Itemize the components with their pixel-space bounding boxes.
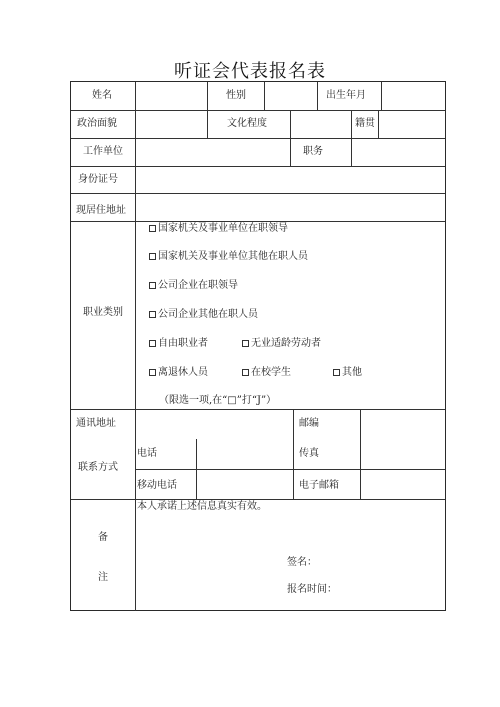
occupation-label: 职业类别 <box>83 307 123 318</box>
col-divider <box>293 409 294 499</box>
email-label: 电子邮箱 <box>299 480 339 491</box>
declaration-text: 本人承诺上述信息真实有效。 <box>137 501 267 512</box>
phone-label: 电话 <box>137 448 157 459</box>
mailing-address-label: 通讯地址 <box>76 418 116 429</box>
occupation-option[interactable]: 自由职业者 <box>149 338 208 350</box>
col-divider <box>207 82 208 110</box>
col-divider <box>135 499 136 611</box>
col-divider <box>360 409 361 499</box>
checkbox-icon[interactable] <box>242 340 249 347</box>
political-label: 政治面貌 <box>77 118 117 129</box>
mobile-label: 移动电话 <box>137 480 177 491</box>
occupation-option[interactable]: 国家机关及事业单位在职领导 <box>149 223 288 235</box>
checkbox-icon[interactable] <box>149 369 156 376</box>
form-title: 听证会代表报名表 <box>174 61 326 82</box>
col-divider <box>135 409 136 499</box>
occupation-note: （限选一项,在“□”打“J”） <box>159 395 277 406</box>
occupation-option[interactable]: 公司企业在职领导 <box>149 280 238 292</box>
postcode-label: 邮编 <box>299 418 319 429</box>
col-divider <box>351 110 352 138</box>
date-label: 报名时间： <box>287 584 337 595</box>
checkbox-icon[interactable] <box>149 340 156 347</box>
row-divider <box>71 499 445 500</box>
occupation-option[interactable]: 在校学生 <box>242 367 291 379</box>
col-divider <box>196 439 197 499</box>
row-divider <box>71 409 445 410</box>
row-divider <box>71 221 445 222</box>
row-divider <box>71 110 445 111</box>
contact-label: 联系方式 <box>78 462 118 473</box>
col-divider <box>135 166 136 221</box>
gender-label: 性别 <box>226 90 246 101</box>
registration-form-table <box>70 81 446 611</box>
occupation-option[interactable]: 无业适龄劳动者 <box>242 338 321 350</box>
remark-label-bottom: 注 <box>98 572 108 583</box>
col-divider <box>207 110 208 138</box>
address-label: 现居住地址 <box>76 205 126 216</box>
col-divider <box>378 110 379 138</box>
occupation-option[interactable]: 公司企业其他在职人员 <box>149 309 258 321</box>
native-place-label: 籍贯 <box>355 118 375 129</box>
education-label: 文化程度 <box>227 118 267 129</box>
checkbox-icon[interactable] <box>333 369 340 376</box>
checkbox-icon[interactable] <box>149 253 156 260</box>
checkbox-icon[interactable] <box>149 282 156 289</box>
col-divider <box>264 82 265 110</box>
fax-label: 传真 <box>299 448 319 459</box>
col-divider <box>135 221 136 409</box>
signature-label: 签名： <box>287 557 317 568</box>
checkbox-icon[interactable] <box>149 225 156 232</box>
remark-label-top: 备 <box>98 532 108 543</box>
name-label: 姓名 <box>92 90 112 101</box>
row-divider <box>71 166 445 167</box>
workplace-label: 工作单位 <box>83 146 123 157</box>
col-divider <box>135 138 136 166</box>
row-divider <box>71 193 445 194</box>
col-divider <box>317 82 318 110</box>
row-divider <box>71 138 445 139</box>
occupation-option[interactable]: 国家机关及事业单位其他在职人员 <box>149 251 308 263</box>
position-label: 职务 <box>303 146 323 157</box>
id-number-label: 身份证号 <box>78 174 118 185</box>
col-divider <box>381 82 382 110</box>
birth-label: 出生年月 <box>326 90 366 101</box>
checkbox-icon[interactable] <box>242 369 249 376</box>
col-divider <box>290 110 291 138</box>
occupation-option[interactable]: 其他 <box>333 367 362 379</box>
occupation-option[interactable]: 离退休人员 <box>149 367 208 379</box>
col-divider <box>135 82 136 138</box>
col-divider <box>351 138 352 166</box>
row-divider <box>135 469 445 470</box>
col-divider <box>290 138 291 166</box>
checkbox-icon[interactable] <box>149 311 156 318</box>
